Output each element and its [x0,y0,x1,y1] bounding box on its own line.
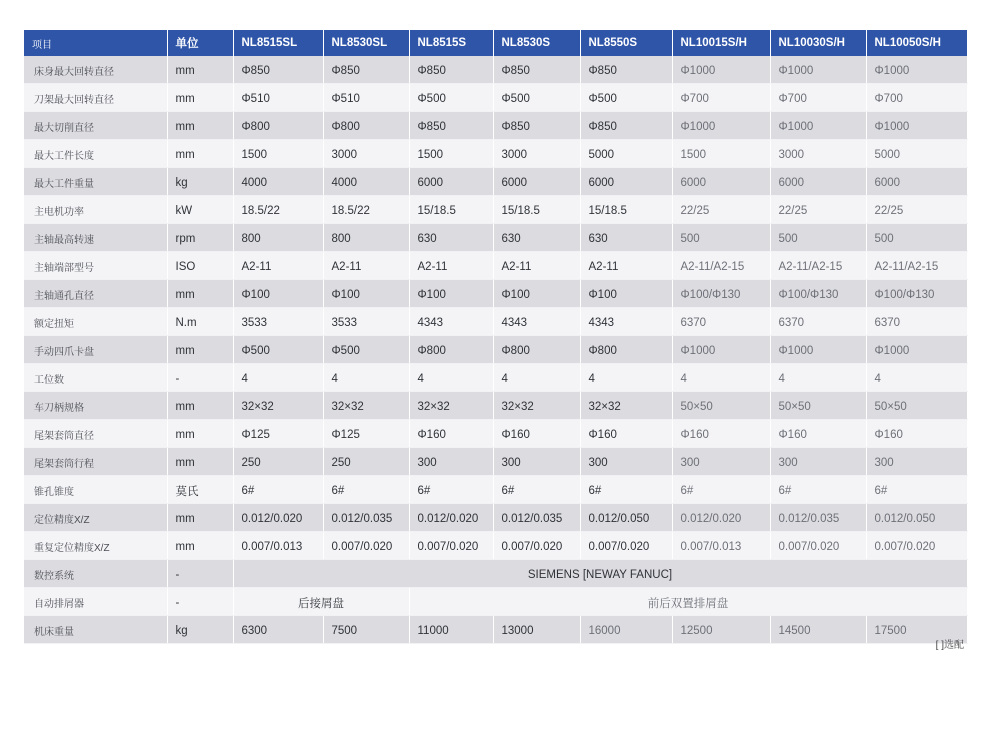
value-cell: 4000 [233,168,323,196]
value-cell: 32×32 [233,392,323,420]
row-label: 自动排屑器 [24,588,167,616]
spec-table [24,30,968,644]
value-cell: 1500 [233,140,323,168]
value-cell: 3000 [493,140,580,168]
value-cell: 前后双置排屑盘 [409,588,967,616]
value-cell: 0.007/0.020 [866,532,967,560]
unit-cell: mm [167,280,233,308]
value-cell: 4343 [409,308,493,336]
unit-cell: mm [167,56,233,84]
value-cell: Φ1000 [770,336,866,364]
unit-cell: mm [167,140,233,168]
value-cell: 6# [580,476,672,504]
value-cell: 4 [409,364,493,392]
value-cell: 6370 [866,308,967,336]
unit-cell: mm [167,392,233,420]
value-cell: Φ850 [580,112,672,140]
value-cell: Φ500 [409,84,493,112]
value-cell: Φ700 [770,84,866,112]
unit-cell: mm [167,448,233,476]
value-cell: 32×32 [493,392,580,420]
row-label: 手动四爪卡盘 [24,336,167,364]
value-cell: 18.5/22 [323,196,409,224]
value-cell: 6000 [866,168,967,196]
value-cell: 0.012/0.035 [323,504,409,532]
unit-cell: mm [167,532,233,560]
value-cell: 6# [409,476,493,504]
value-cell: 800 [233,224,323,252]
row-label: 主轴通孔直径 [24,280,167,308]
value-cell: 0.007/0.020 [770,532,866,560]
value-cell: 16000 [580,616,672,644]
value-cell: 4000 [323,168,409,196]
value-cell: 300 [580,448,672,476]
value-cell: 50×50 [770,392,866,420]
value-cell: SIEMENS [NEWAY FANUC] [233,560,967,588]
value-cell: Φ160 [770,420,866,448]
value-cell: Φ800 [233,112,323,140]
value-cell: 0.012/0.035 [493,504,580,532]
row-label: 额定扭矩 [24,308,167,336]
unit-cell: mm [167,420,233,448]
value-cell: Φ125 [323,420,409,448]
value-cell: 0.012/0.050 [580,504,672,532]
value-cell: 5000 [866,140,967,168]
table-row [24,420,967,448]
value-cell: Φ1000 [770,56,866,84]
value-cell: 0.007/0.013 [672,532,770,560]
unit-cell: mm [167,112,233,140]
table-row [24,392,967,420]
value-cell: 0.012/0.020 [672,504,770,532]
unit-cell: kW [167,196,233,224]
value-cell: 4 [493,364,580,392]
value-cell: 6000 [493,168,580,196]
value-cell: Φ700 [672,84,770,112]
value-cell: 6370 [770,308,866,336]
value-cell: 15/18.5 [409,196,493,224]
value-cell: 4343 [580,308,672,336]
unit-cell: - [167,588,233,616]
value-cell: Φ100/Φ130 [866,280,967,308]
value-cell: 4 [323,364,409,392]
value-cell: 500 [770,224,866,252]
table-row [24,252,967,280]
value-cell: 6000 [672,168,770,196]
value-cell: 32×32 [323,392,409,420]
footnote: [ ]选配 [935,640,964,651]
value-cell: Φ510 [233,84,323,112]
value-cell: Φ160 [580,420,672,448]
value-cell: 4 [672,364,770,392]
value-cell: 630 [493,224,580,252]
value-cell: 4343 [493,308,580,336]
unit-cell: ISO [167,252,233,280]
value-cell: 7500 [323,616,409,644]
table-row [24,588,967,616]
value-cell: 6000 [409,168,493,196]
value-cell: 630 [580,224,672,252]
value-cell: Φ1000 [770,112,866,140]
row-label: 定位精度X/Z [24,504,167,532]
value-cell: 500 [866,224,967,252]
value-cell: 22/25 [866,196,967,224]
value-cell: 50×50 [672,392,770,420]
value-cell: Φ1000 [672,56,770,84]
row-label: 锥孔锥度 [24,476,167,504]
table-row [24,364,967,392]
value-cell: A2-11 [580,252,672,280]
value-cell: 6# [770,476,866,504]
row-label: 刀架最大回转直径 [24,84,167,112]
value-cell: 250 [323,448,409,476]
value-cell: Φ850 [493,112,580,140]
value-cell: Φ800 [493,336,580,364]
unit-cell: kg [167,168,233,196]
value-cell: A2-11/A2-15 [672,252,770,280]
value-cell: 6# [323,476,409,504]
value-cell: 800 [323,224,409,252]
value-cell: Φ160 [866,420,967,448]
table-row [24,504,967,532]
value-cell: Φ700 [866,84,967,112]
unit-cell: mm [167,504,233,532]
value-cell: 6000 [580,168,672,196]
value-cell: Φ500 [323,336,409,364]
table-row [24,616,967,644]
unit-cell: mm [167,336,233,364]
table-row [24,448,967,476]
unit-cell: - [167,364,233,392]
header-model: NL10050S/H [866,30,967,56]
value-cell: 22/25 [672,196,770,224]
value-cell: Φ850 [323,56,409,84]
value-cell: 3000 [323,140,409,168]
header-model: NL8530S [493,30,580,56]
value-cell: 500 [672,224,770,252]
value-cell: Φ160 [409,420,493,448]
value-cell: 0.012/0.035 [770,504,866,532]
value-cell: 6# [493,476,580,504]
row-label: 工位数 [24,364,167,392]
row-label: 车刀柄规格 [24,392,167,420]
row-label: 尾架套筒行程 [24,448,167,476]
value-cell: Φ850 [580,56,672,84]
value-cell: 1500 [672,140,770,168]
value-cell: 300 [493,448,580,476]
value-cell: Φ850 [233,56,323,84]
value-cell: Φ500 [233,336,323,364]
value-cell: 0.012/0.020 [409,504,493,532]
value-cell: 6# [672,476,770,504]
value-cell: Φ800 [409,336,493,364]
table-row [24,112,967,140]
value-cell: 300 [409,448,493,476]
unit-cell: N.m [167,308,233,336]
value-cell: A2-11 [409,252,493,280]
row-label: 重复定位精度X/Z [24,532,167,560]
value-cell: A2-11 [233,252,323,280]
value-cell: 3000 [770,140,866,168]
value-cell: 17500 [866,616,967,644]
table-row [24,84,967,112]
value-cell: 4 [770,364,866,392]
value-cell: Φ100 [580,280,672,308]
value-cell: 0.007/0.013 [233,532,323,560]
value-cell: 4 [580,364,672,392]
value-cell: Φ100 [493,280,580,308]
value-cell: Φ800 [580,336,672,364]
table-row [24,56,967,84]
table-row [24,560,967,588]
value-cell: Φ125 [233,420,323,448]
value-cell: 15/18.5 [493,196,580,224]
table-row [24,280,967,308]
value-cell: 6300 [233,616,323,644]
value-cell: 15/18.5 [580,196,672,224]
value-cell: 14500 [770,616,866,644]
value-cell: Φ1000 [866,336,967,364]
value-cell: Φ100 [409,280,493,308]
value-cell: A2-11/A2-15 [770,252,866,280]
value-cell: 3533 [233,308,323,336]
value-cell: Φ100 [323,280,409,308]
value-cell: 0.012/0.050 [866,504,967,532]
table-row [24,336,967,364]
value-cell: A2-11 [493,252,580,280]
value-cell: Φ850 [409,112,493,140]
value-cell: 250 [233,448,323,476]
value-cell: Φ100/Φ130 [770,280,866,308]
row-label: 最大工件重量 [24,168,167,196]
value-cell: 1500 [409,140,493,168]
row-label: 床身最大回转直径 [24,56,167,84]
value-cell: 13000 [493,616,580,644]
value-cell: Φ1000 [672,336,770,364]
value-cell: A2-11 [323,252,409,280]
header-model: NL10030S/H [770,30,866,56]
value-cell: Φ1000 [866,112,967,140]
value-cell: Φ100 [233,280,323,308]
header-row [24,30,967,56]
table-row [24,224,967,252]
value-cell: Φ160 [672,420,770,448]
unit-cell: rpm [167,224,233,252]
value-cell: 6370 [672,308,770,336]
value-cell: 5000 [580,140,672,168]
value-cell: 0.007/0.020 [493,532,580,560]
unit-cell: kg [167,616,233,644]
value-cell: Φ160 [493,420,580,448]
value-cell: 630 [409,224,493,252]
value-cell: 后接屑盘 [233,588,409,616]
row-label: 机床重量 [24,616,167,644]
value-cell: Φ1000 [866,56,967,84]
value-cell: 6# [233,476,323,504]
table-row [24,532,967,560]
value-cell: Φ100/Φ130 [672,280,770,308]
row-label: 主轴端部型号 [24,252,167,280]
value-cell: 6# [866,476,967,504]
row-label: 主轴最高转速 [24,224,167,252]
value-cell: 0.007/0.020 [323,532,409,560]
value-cell: Φ800 [323,112,409,140]
table-row [24,476,967,504]
table-body [24,56,967,644]
value-cell: 22/25 [770,196,866,224]
unit-cell: mm [167,84,233,112]
value-cell: 300 [866,448,967,476]
header-item: 项目 [24,30,167,56]
row-label: 数控系统 [24,560,167,588]
table-row [24,168,967,196]
value-cell: Φ500 [580,84,672,112]
value-cell: Φ850 [493,56,580,84]
value-cell: 50×50 [866,392,967,420]
unit-cell: 莫氏 [167,476,233,504]
header-model: NL8515S [409,30,493,56]
value-cell: 32×32 [580,392,672,420]
row-label: 主电机功率 [24,196,167,224]
value-cell: 300 [672,448,770,476]
value-cell: 4 [233,364,323,392]
row-label: 最大工件长度 [24,140,167,168]
row-label: 尾架套筒直径 [24,420,167,448]
unit-cell: - [167,560,233,588]
table-row [24,196,967,224]
value-cell: 32×32 [409,392,493,420]
table-row [24,308,967,336]
row-label: 最大切削直径 [24,112,167,140]
value-cell: 0.007/0.020 [409,532,493,560]
header-model: NL10015S/H [672,30,770,56]
table-row [24,140,967,168]
value-cell: 18.5/22 [233,196,323,224]
value-cell: 3533 [323,308,409,336]
header-model: NL8530SL [323,30,409,56]
value-cell: 6000 [770,168,866,196]
value-cell: Φ1000 [672,112,770,140]
header-model: NL8550S [580,30,672,56]
header-model: NL8515SL [233,30,323,56]
value-cell: 300 [770,448,866,476]
value-cell: 12500 [672,616,770,644]
header-unit: 单位 [167,30,233,56]
value-cell: 0.007/0.020 [580,532,672,560]
value-cell: 0.012/0.020 [233,504,323,532]
value-cell: Φ500 [493,84,580,112]
value-cell: 11000 [409,616,493,644]
value-cell: Φ850 [409,56,493,84]
value-cell: 4 [866,364,967,392]
value-cell: A2-11/A2-15 [866,252,967,280]
value-cell: Φ510 [323,84,409,112]
